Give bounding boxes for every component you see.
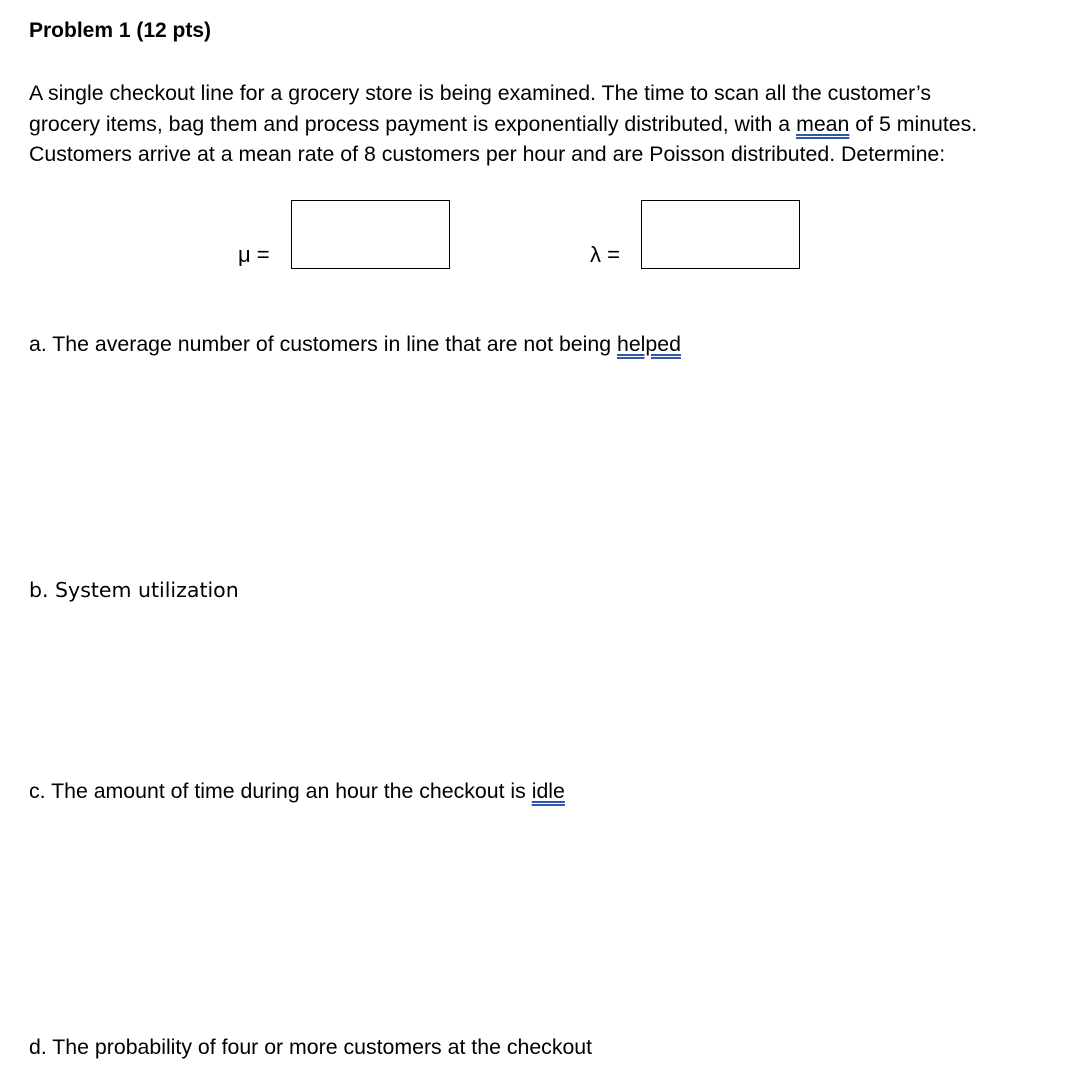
mu-label: μ = [238, 242, 270, 267]
statement-line-3: Customers arrive at a mean rate of 8 customers per hour and are Poisson distributed. Determine: [29, 142, 946, 166]
question-a-text: a. The average number of customers in line that are not being [29, 332, 617, 356]
statement-line-2-end: of 5 minutes. [849, 111, 978, 136]
statement-line-1: A single checkout line for a grocery store is being examined. The time to scan all the customer’s [29, 81, 932, 105]
problem-title: Problem 1 (12 pts) [29, 19, 212, 42]
statement-line-2 [29, 109, 1069, 140]
question-c [29, 779, 565, 804]
question-a [29, 332, 681, 357]
lambda-answer-box[interactable] [641, 200, 800, 269]
question-d: d. The probability of four or more customers at the checkout [29, 1035, 593, 1059]
mean-flagged-word[interactable]: mean [796, 111, 850, 136]
problem-statement [29, 78, 1069, 170]
helped-flagged-word[interactable]: helped [616, 332, 681, 356]
question-c-text: c. The amount of time during an hour the checkout is [29, 779, 532, 803]
statement-line-2-start: grocery items, bag them and process payment is exponentially distributed, with a [29, 111, 797, 136]
question-b: b. System utilization [29, 578, 239, 602]
lambda-label: λ = [590, 242, 620, 267]
idle-flagged-word[interactable]: idle [531, 779, 565, 803]
mu-answer-box[interactable] [291, 200, 450, 269]
